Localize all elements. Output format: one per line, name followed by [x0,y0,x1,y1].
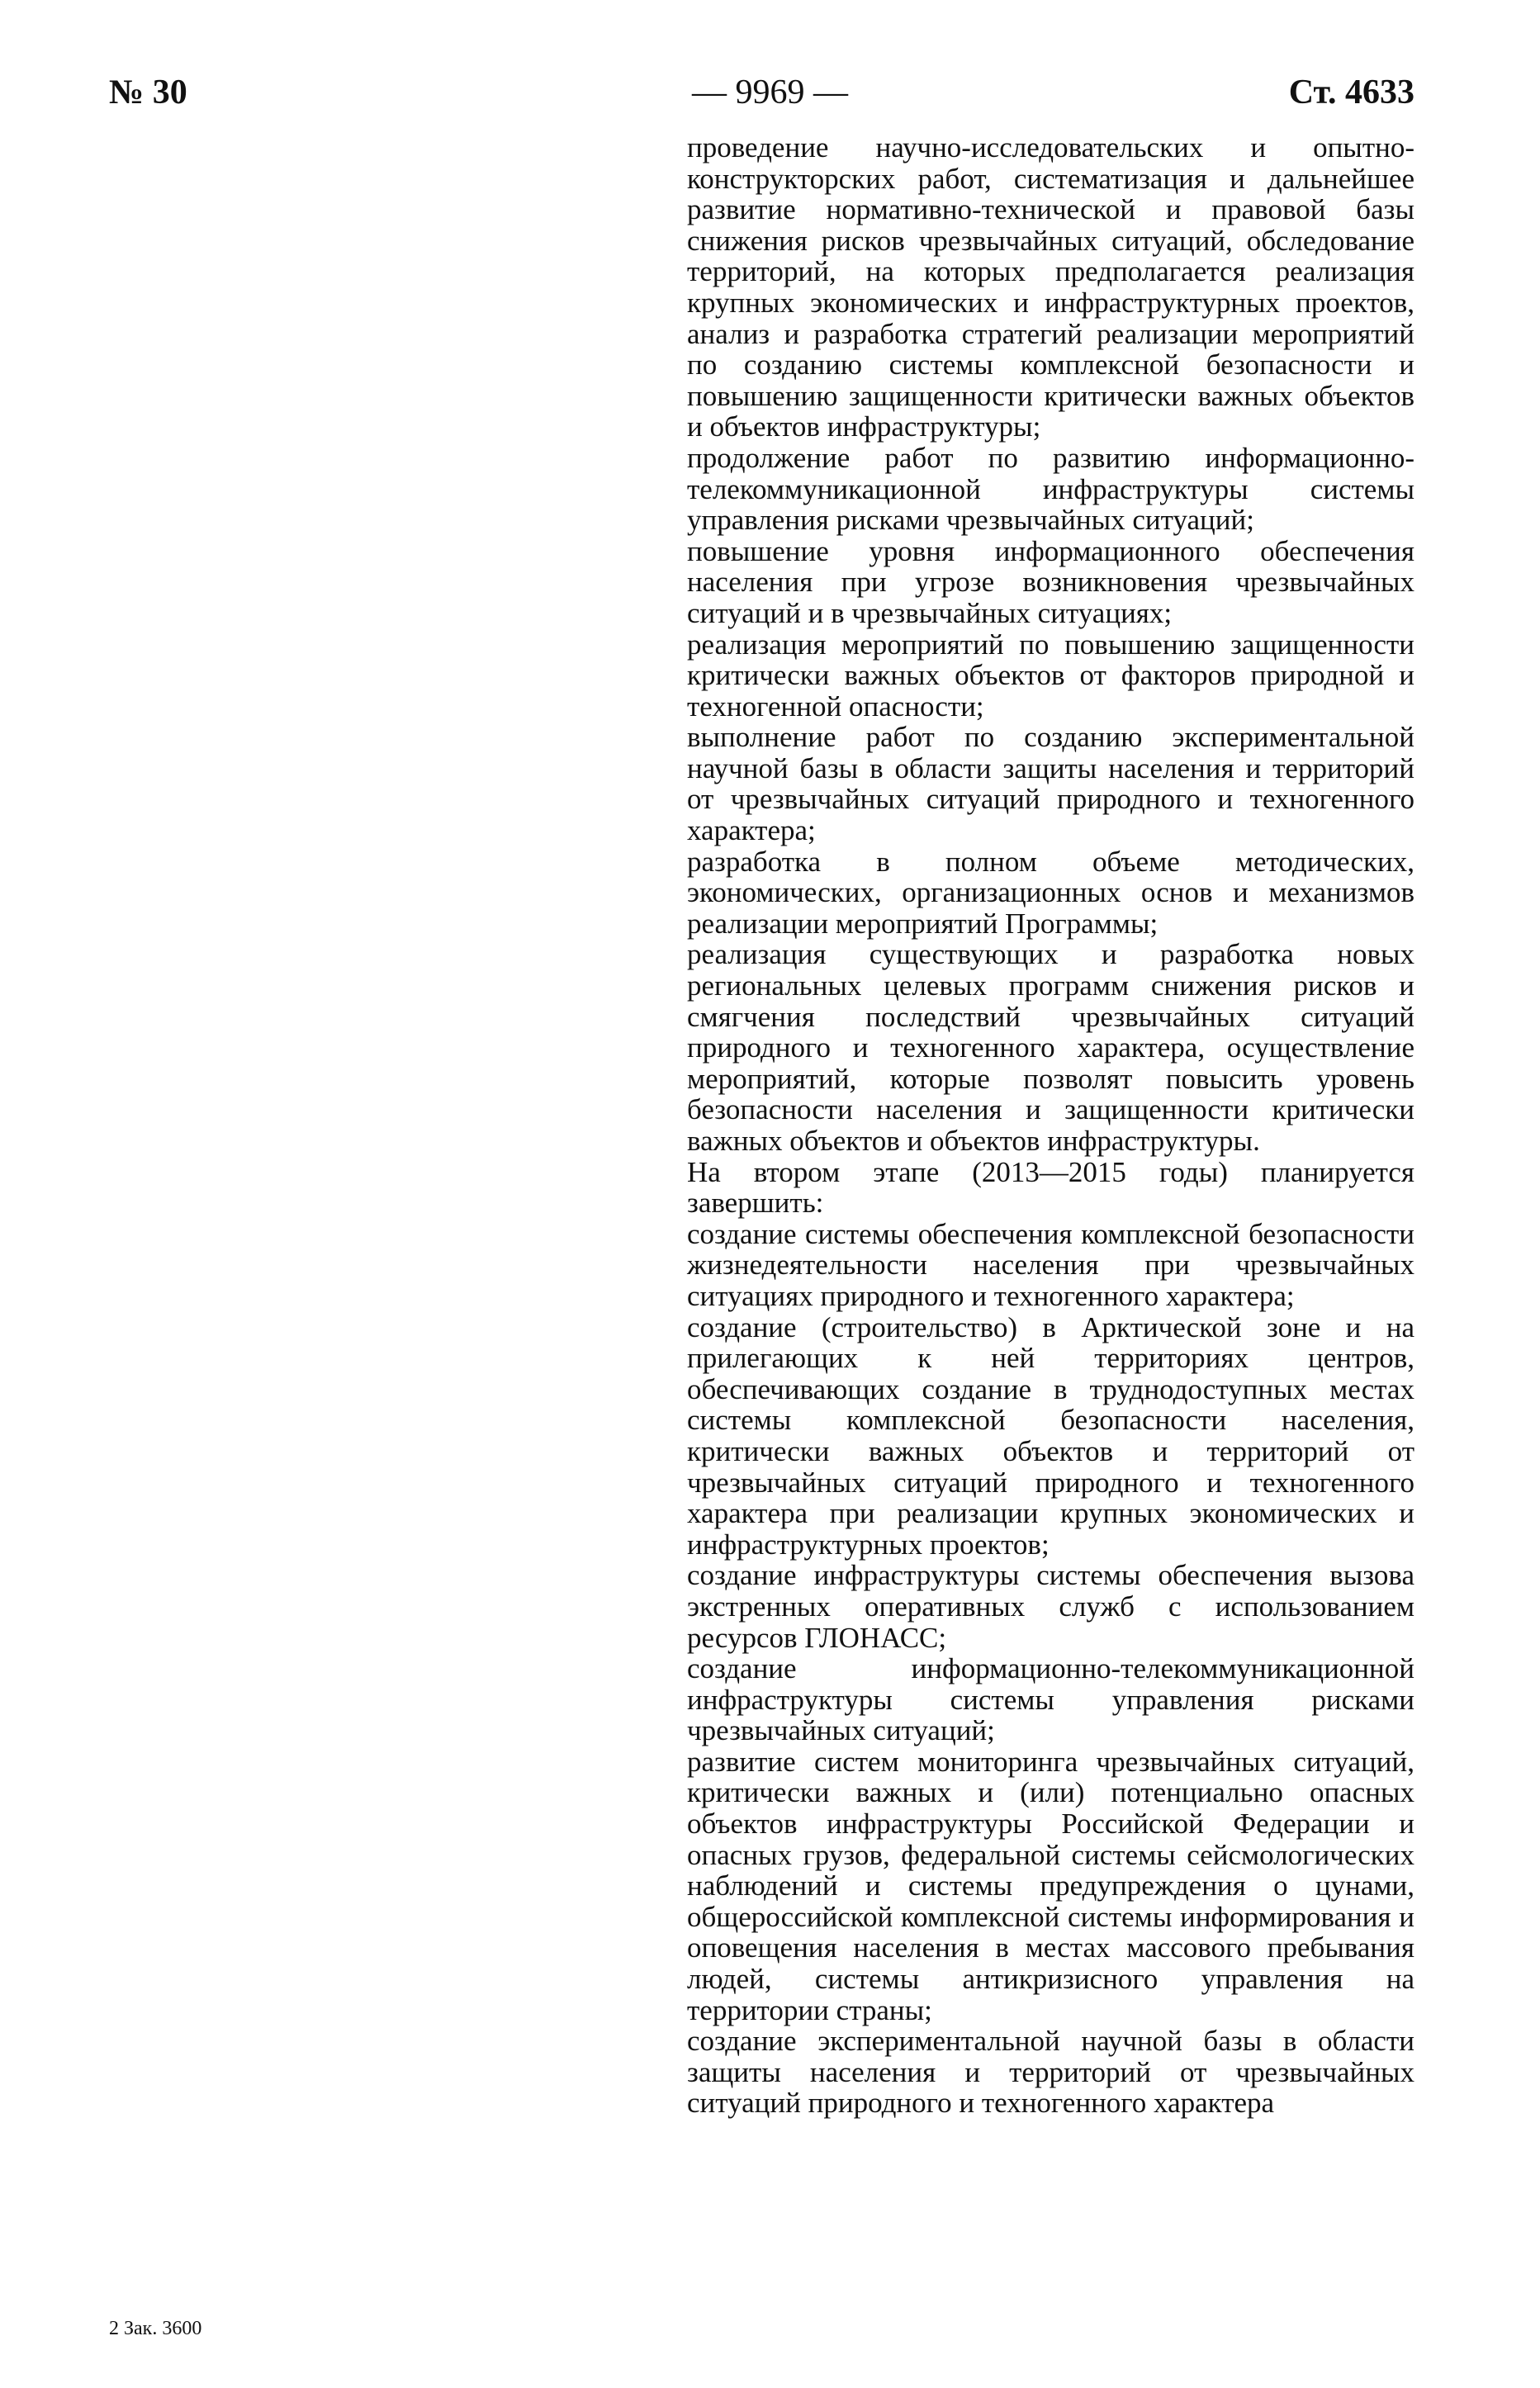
print-order-note: 2 Зак. 3600 [109,2318,202,2339]
paragraph: продолжение работ по развитию информационно-телекоммуникационной инфраструктуры системы управления рисками чрезвычайных ситуаций; [687,441,1414,537]
text-column [687,132,1414,2119]
paragraph: создание инфраструктуры системы обеспечения вызова экстренных оперативных служб с использованием ресурсов ГЛОНАСС; [687,1559,1414,1654]
paragraph: создание информационно-телекоммуникационной инфраструктуры системы управления рисками чрезвычайных ситуаций; [687,1652,1414,1747]
paragraph: проведение научно-исследовательских и опытно-конструкторских работ, систематизация и дальнейшее развитие нормативно-технической и правовой базы снижения рисков чрезвычайных ситуаций, обследование территорий, на которых предполагается реализация крупных экономических и инфраструктурных проектов, анализ и разработка стратегий реализации мероприятий по созданию системы комплексной безопасности и повышению защищенности критически важных объектов и объектов инфраструктуры; [687,131,1414,443]
paragraph: повышение уровня информационного обеспечения населения при угрозе возникновения чрезвычайных ситуаций и в чрезвычайных ситуациях; [687,534,1414,629]
paragraph: создание экспериментальной научной базы в области защиты населения и территорий от чрезвычайных ситуаций природного и техногенного характера [687,2025,1414,2120]
paragraph: создание системы обеспечения комплексной безопасности жизнедеятельности населения при чрезвычайных ситуациях природного и техногенного характера; [687,1217,1414,1312]
paragraph: разработка в полном объеме методических, экономических, организационных основ и механизмов реализации мероприятий Программы; [687,845,1414,940]
issue-number: № 30 [109,73,187,111]
paragraph: развитие систем мониторинга чрезвычайных ситуаций, критически важных и (или) потенциально опасных объектов инфраструктуры Российской Федерации и опасных грузов, федеральной системы сейсмологических наблюдений и системы предупреждения о цунами, общероссийской комплексной системы информирования и оповещения населения в местах массового пребывания людей, системы антикризисного управления на территории страны; [687,1745,1414,2026]
paragraph: создание (строительство) в Арктической зоне и на прилегающих к ней территориях центров, обеспечивающих создание в труднодоступных местах системы комплексной безопасности населения, критически важных объектов и территорий от чрезвычайных ситуаций природного и техногенного характера при реализации крупных экономических и инфраструктурных проектов; [687,1310,1414,1561]
paragraph: выполнение работ по созданию экспериментальной научной базы в области защиты населения и территорий от чрезвычайных ситуаций природного и техногенного характера; [687,721,1414,847]
paragraph: На втором этапе (2013—2015 годы) планируется завершить: [687,1155,1414,1220]
article-number: Ст. 4633 [1288,73,1414,111]
paragraph: реализация мероприятий по повышению защищенности критически важных объектов от факторов природной и техногенной опасности; [687,628,1414,723]
page-number: — 9969 — [692,73,848,111]
paragraph: реализация существующих и разработка новых региональных целевых программ снижения рисков и смягчения последствий чрезвычайных ситуаций природного и техногенного характера, осуществление мероприятий, которые позволят повысить уровень безопасности населения и защищенности критически важных объектов и объектов инфраструктуры. [687,938,1414,1157]
